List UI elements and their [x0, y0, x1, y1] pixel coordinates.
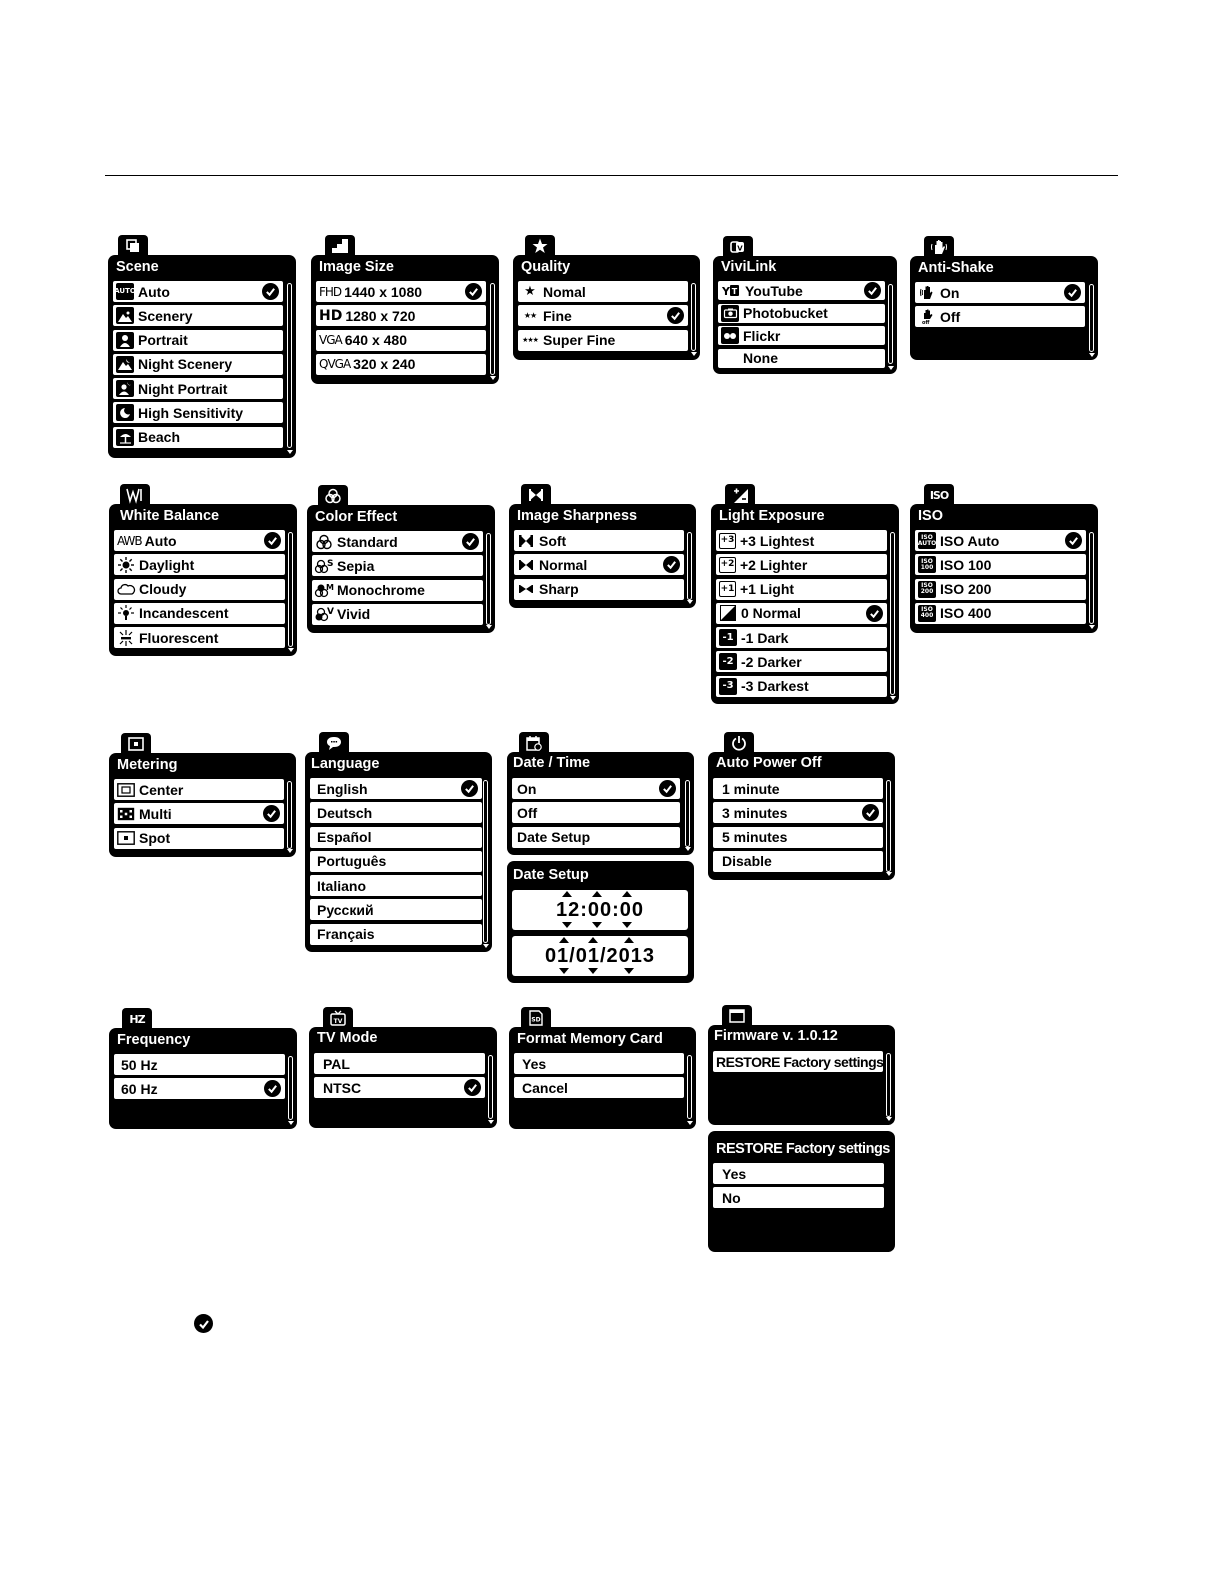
scrollbar[interactable]: [1089, 532, 1094, 624]
menu-title: Image Size: [319, 259, 394, 275]
night-portrait-icon: [116, 380, 134, 397]
menu-item-1280x720[interactable]: HD 1280 x 720: [316, 305, 486, 326]
menu-item-1440x1080[interactable]: FHD 1440 x 1080: [316, 281, 486, 302]
auto-icon: AUTO: [116, 283, 134, 300]
scrollbar[interactable]: [288, 532, 293, 647]
scrollbar[interactable]: [287, 781, 292, 849]
selected-check-icon: [663, 556, 680, 573]
plus-2-icon: +2: [719, 557, 736, 573]
multi-metering-icon: [117, 805, 135, 822]
zero-exposure-icon: [719, 605, 737, 622]
light-exposure-menu: [711, 484, 899, 704]
menu-title: Image Sharpness: [517, 508, 638, 524]
auto-power-off-menu: [708, 732, 895, 880]
menu-item-multi[interactable]: Multi: [114, 803, 284, 824]
menu-item-1-minute[interactable]: 1 minute: [713, 778, 883, 799]
menu-item-minus3[interactable]: -3 -3 Darkest: [716, 676, 887, 697]
menu-item-center[interactable]: Center: [114, 779, 284, 800]
menu-item-pal[interactable]: PAL: [314, 1053, 485, 1074]
sd-card-icon: [521, 1007, 551, 1029]
selected-check-icon: [1065, 532, 1082, 549]
quality-menu: [513, 235, 700, 360]
one-star-icon: ★: [524, 284, 536, 299]
menu-title: Date Setup: [513, 867, 589, 883]
scrollbar[interactable]: [691, 283, 696, 351]
scene-menu: [108, 235, 296, 458]
menu-item-plus3[interactable]: +3 +3 Lightest: [716, 530, 887, 551]
menu-item-sharp[interactable]: Sharp: [514, 579, 684, 600]
menu-title: Format Memory Card: [517, 1031, 663, 1047]
firmware-menu: [708, 1005, 895, 1125]
menu-item-restore-factory-settings[interactable]: RESTORE Factory settings: [713, 1051, 883, 1072]
metering-icon: [121, 733, 151, 755]
menu-item-daylight[interactable]: Daylight: [114, 554, 285, 575]
scrollbar[interactable]: [486, 533, 491, 625]
menu-title: Date / Time: [513, 755, 591, 771]
tv-icon: [323, 1007, 353, 1029]
vivilink-icon: [723, 236, 753, 258]
date-value: 01/01/2013: [544, 944, 656, 967]
selected-check-icon: [866, 605, 883, 622]
fhd-icon: FHD: [319, 284, 342, 299]
power-icon: [724, 732, 754, 754]
menu-title: Auto Power Off: [716, 755, 822, 771]
menu-item-disable[interactable]: Disable: [713, 851, 883, 872]
selected-check-icon: [465, 283, 482, 300]
selected-check-icon: [264, 1080, 281, 1097]
restore-factory-settings-panel: [708, 1131, 895, 1252]
hz-icon: HZ: [122, 1008, 152, 1030]
menu-item-zero[interactable]: 0 Normal: [716, 603, 887, 624]
menu-item-standard[interactable]: Standard: [312, 531, 483, 552]
sepia-icon: [315, 557, 333, 574]
menu-title: Quality: [521, 259, 571, 275]
scrollbar[interactable]: [687, 532, 692, 600]
menu-item-3-minutes[interactable]: 3 minutes: [713, 802, 883, 823]
svg-text:SD: SD: [531, 1016, 541, 1024]
menu-title: Light Exposure: [719, 508, 825, 524]
tv-mode-menu: [309, 1007, 497, 1128]
hd-icon: HD: [319, 307, 343, 324]
night-scenery-icon: [116, 356, 134, 373]
menu-item-320x240[interactable]: QVGA 320 x 240: [316, 354, 486, 375]
scrollbar[interactable]: [890, 532, 895, 695]
date-field[interactable]: [512, 936, 688, 976]
menu-item-iso-100[interactable]: ISO 100 ISO 100: [915, 554, 1086, 575]
menu-item-plus1[interactable]: +1 +1 Light: [716, 579, 887, 600]
calendar-icon: [519, 732, 549, 754]
menu-title: Anti-Shake: [918, 260, 994, 276]
fluorescent-icon: [117, 629, 135, 646]
menu-item-super-fine[interactable]: ★★★ Super Fine: [518, 330, 688, 351]
white-balance-menu: [109, 484, 297, 656]
menu-item-espanol[interactable]: Español: [310, 827, 482, 848]
plus-1-icon: +1: [719, 581, 736, 597]
menu-title: Color Effect: [315, 509, 398, 525]
selected-check-icon: [864, 282, 881, 299]
two-star-icon: ★★: [523, 310, 537, 320]
menu-item-incandescent[interactable]: Incandescent: [114, 603, 285, 624]
selected-check-icon: [264, 532, 281, 549]
hand-shake-icon: [918, 284, 936, 301]
scrollbar[interactable]: [288, 1056, 293, 1120]
up-down-arrows-icon: [552, 936, 652, 976]
menu-item-iso-200[interactable]: ISO 200 ISO 200: [915, 579, 1086, 600]
center-metering-icon: [117, 781, 135, 798]
scrollbar[interactable]: [685, 780, 690, 847]
menu-item-plus2[interactable]: +2 +2 Lighter: [716, 554, 887, 575]
menu-title: Scene: [116, 259, 159, 275]
person-icon: [116, 332, 134, 349]
star-icon: [525, 235, 555, 257]
scrollbar[interactable]: [886, 780, 891, 872]
menu-item-english[interactable]: English: [310, 778, 482, 799]
date-time-menu: [507, 732, 694, 855]
menu-item-flickr[interactable]: Flickr: [718, 326, 885, 345]
menu-item-spot[interactable]: Spot: [114, 828, 284, 849]
menu-item-fine[interactable]: ★★ Fine: [518, 305, 688, 326]
menu-item-off[interactable]: Off: [512, 802, 680, 823]
plus-3-icon: +3: [719, 533, 736, 549]
minus-2-icon: -2: [719, 653, 737, 670]
format-memory-card-menu: [509, 1007, 696, 1129]
bulb-icon: [117, 605, 135, 622]
mountain-icon: [116, 307, 134, 324]
selected-check-icon: [263, 805, 280, 822]
menu-item-deutsch[interactable]: Deutsch: [310, 802, 482, 823]
menu-item-francais[interactable]: Français: [310, 924, 482, 945]
menu-item-russian[interactable]: Русский: [310, 899, 482, 920]
menu-title: Metering: [117, 757, 178, 773]
scrollbar[interactable]: [488, 1055, 493, 1119]
header-rule: [105, 175, 1118, 176]
svg-text:off: off: [922, 320, 930, 327]
menu-item-iso-400[interactable]: ISO 400 ISO 400: [915, 603, 1086, 624]
up-down-arrows-icon: [557, 890, 647, 930]
selected-check-icon: [464, 1079, 481, 1096]
moon-icon: [116, 404, 134, 421]
color-effect-icon: [318, 485, 348, 507]
iso-200-icon: ISO 200: [918, 581, 936, 598]
sharpness-icon: [521, 484, 551, 506]
flickr-icon: [721, 327, 739, 344]
menu-item-ntsc[interactable]: NTSC: [314, 1077, 485, 1098]
menu-item-cancel[interactable]: Cancel: [514, 1077, 684, 1098]
menu-item-50hz[interactable]: 50 Hz: [114, 1054, 285, 1075]
menu-item-monochrome[interactable]: M Monochrome: [312, 580, 483, 601]
vivilink-menu: [713, 236, 897, 374]
selected-check-icon: [1064, 284, 1081, 301]
menu-item-60hz[interactable]: 60 Hz: [114, 1078, 285, 1099]
spot-metering-icon: [117, 830, 135, 847]
selected-check-icon: [462, 533, 479, 550]
soft-icon: [517, 532, 535, 549]
hand-off-icon: [918, 308, 936, 325]
svg-text:S: S: [327, 558, 334, 569]
menu-title: TV Mode: [317, 1030, 378, 1046]
image-size-icon: [325, 235, 355, 257]
firmware-icon: [722, 1005, 752, 1027]
normal-sharpness-icon: [517, 556, 535, 573]
speech-bubble-icon: [319, 732, 349, 754]
vivid-icon: [315, 606, 333, 623]
beach-icon: [116, 429, 134, 446]
menu-item-portrait[interactable]: Portrait: [113, 330, 283, 351]
scrollbar[interactable]: [490, 283, 495, 375]
menu-title: ISO: [918, 508, 943, 524]
menu-item-normal[interactable]: Normal: [514, 554, 684, 575]
color-effect-menu: [307, 485, 495, 633]
image-sharpness-menu: [509, 484, 696, 608]
menu-item-sepia[interactable]: S Sepia: [312, 555, 483, 576]
iso-auto-icon: ISO AUTO: [918, 532, 936, 549]
language-menu: [305, 732, 492, 952]
menu-item-youtube[interactable]: Y T YouTube: [718, 281, 885, 300]
menu-item-scenery[interactable]: Scenery: [113, 305, 283, 326]
cloud-icon: [117, 581, 135, 598]
selected-check-icon: [461, 780, 478, 797]
menu-item-date-setup[interactable]: Date Setup: [512, 827, 680, 848]
menu-item-yes[interactable]: Yes: [713, 1163, 884, 1184]
svg-text:V: V: [327, 607, 334, 618]
svg-text:Y: Y: [722, 285, 730, 298]
menu-item-yes[interactable]: Yes: [514, 1053, 684, 1074]
svg-text:M: M: [326, 583, 334, 593]
scrollbar[interactable]: [1089, 284, 1094, 352]
date-setup-panel: [507, 861, 694, 983]
menu-item-soft[interactable]: Soft: [514, 530, 684, 551]
menu-title: White Balance: [120, 508, 220, 524]
iso-menu: [910, 484, 1098, 633]
circles-icon: [315, 533, 333, 550]
anti-shake-menu: [910, 236, 1098, 360]
frequency-menu: [109, 1008, 297, 1129]
scene-icon: [118, 235, 148, 257]
scrollbar[interactable]: [886, 1053, 891, 1117]
sun-icon: [117, 556, 135, 573]
menu-item-fluorescent[interactable]: Fluorescent: [114, 627, 285, 648]
monochrome-icon: [315, 582, 333, 599]
sharp-icon: [517, 581, 535, 598]
selected-check-icon: [262, 283, 279, 300]
scrollbar[interactable]: [483, 780, 488, 943]
scrollbar[interactable]: [888, 284, 893, 364]
minus-3-icon: -3: [719, 678, 737, 695]
youtube-icon: [721, 282, 741, 299]
menu-item-auto[interactable]: AWB Auto: [114, 530, 285, 551]
svg-text:V: V: [737, 244, 743, 253]
menu-item-beach[interactable]: Beach: [113, 427, 283, 448]
menu-title: Language: [311, 756, 380, 772]
menu-item-5-minutes[interactable]: 5 minutes: [713, 827, 883, 848]
selected-check-icon: [862, 804, 879, 821]
scrollbar[interactable]: [687, 1055, 692, 1119]
selected-check-icon: [194, 1314, 213, 1333]
vga-icon: VGA: [319, 333, 342, 348]
menu-item-640x480[interactable]: VGA 640 x 480: [316, 330, 486, 351]
menu-item-on[interactable]: On: [512, 778, 680, 799]
three-star-icon: ★★★: [522, 335, 538, 344]
time-value: 12:00:00: [555, 898, 645, 921]
menu-item-off[interactable]: off Off: [915, 306, 1085, 327]
svg-text:TV: TV: [333, 1018, 343, 1025]
menu-title: ViviLink: [721, 259, 777, 275]
time-field[interactable]: [512, 890, 688, 930]
exposure-icon: [725, 484, 755, 506]
menu-item-iso-auto[interactable]: ISO AUTO ISO Auto: [915, 530, 1086, 551]
menu-item-photobucket[interactable]: Photobucket: [718, 304, 885, 323]
menu-title: RESTORE Factory settings: [716, 1141, 890, 1157]
menu-item-high-sensitivity[interactable]: High Sensitivity: [113, 402, 283, 423]
hand-icon: [924, 236, 954, 258]
menu-item-cloudy[interactable]: Cloudy: [114, 579, 285, 600]
image-size-menu: [311, 235, 499, 384]
menu-item-nomal[interactable]: ★ Nomal: [518, 281, 688, 302]
svg-text:T: T: [731, 287, 738, 296]
qvga-icon: QVGA: [319, 357, 351, 372]
minus-1-icon: -1: [719, 629, 737, 646]
menu-item-portugues[interactable]: Português: [310, 851, 482, 872]
menu-title: Frequency: [117, 1032, 191, 1048]
menu-item-none[interactable]: None: [718, 349, 885, 368]
awb-icon: AWB: [117, 533, 142, 548]
selected-check-icon: [659, 780, 676, 797]
menu-item-minus2[interactable]: -2 -2 Darker: [716, 651, 887, 672]
metering-menu: [109, 733, 296, 857]
iso-100-icon: ISO 100: [918, 556, 936, 573]
menu-item-italiano[interactable]: Italiano: [310, 875, 482, 896]
menu-item-night-scenery[interactable]: Night Scenery: [113, 354, 283, 375]
iso-icon: ISO: [924, 484, 954, 506]
menu-item-vivid[interactable]: V Vivid: [312, 604, 483, 625]
wb-icon: [120, 484, 150, 506]
menu-title: Firmware v. 1.0.12: [714, 1028, 838, 1044]
selected-check-icon: [667, 307, 684, 324]
camera-icon: [721, 305, 739, 322]
scrollbar[interactable]: [287, 283, 292, 448]
iso-400-icon: ISO 400: [918, 605, 936, 622]
menu-item-night-portrait[interactable]: Night Portrait: [113, 378, 283, 399]
menu-item-minus1[interactable]: -1 -1 Dark: [716, 627, 887, 648]
menu-item-no[interactable]: No: [713, 1187, 884, 1208]
menu-item-auto[interactable]: AUTO Auto: [113, 281, 283, 302]
menu-item-on[interactable]: On: [915, 282, 1085, 303]
